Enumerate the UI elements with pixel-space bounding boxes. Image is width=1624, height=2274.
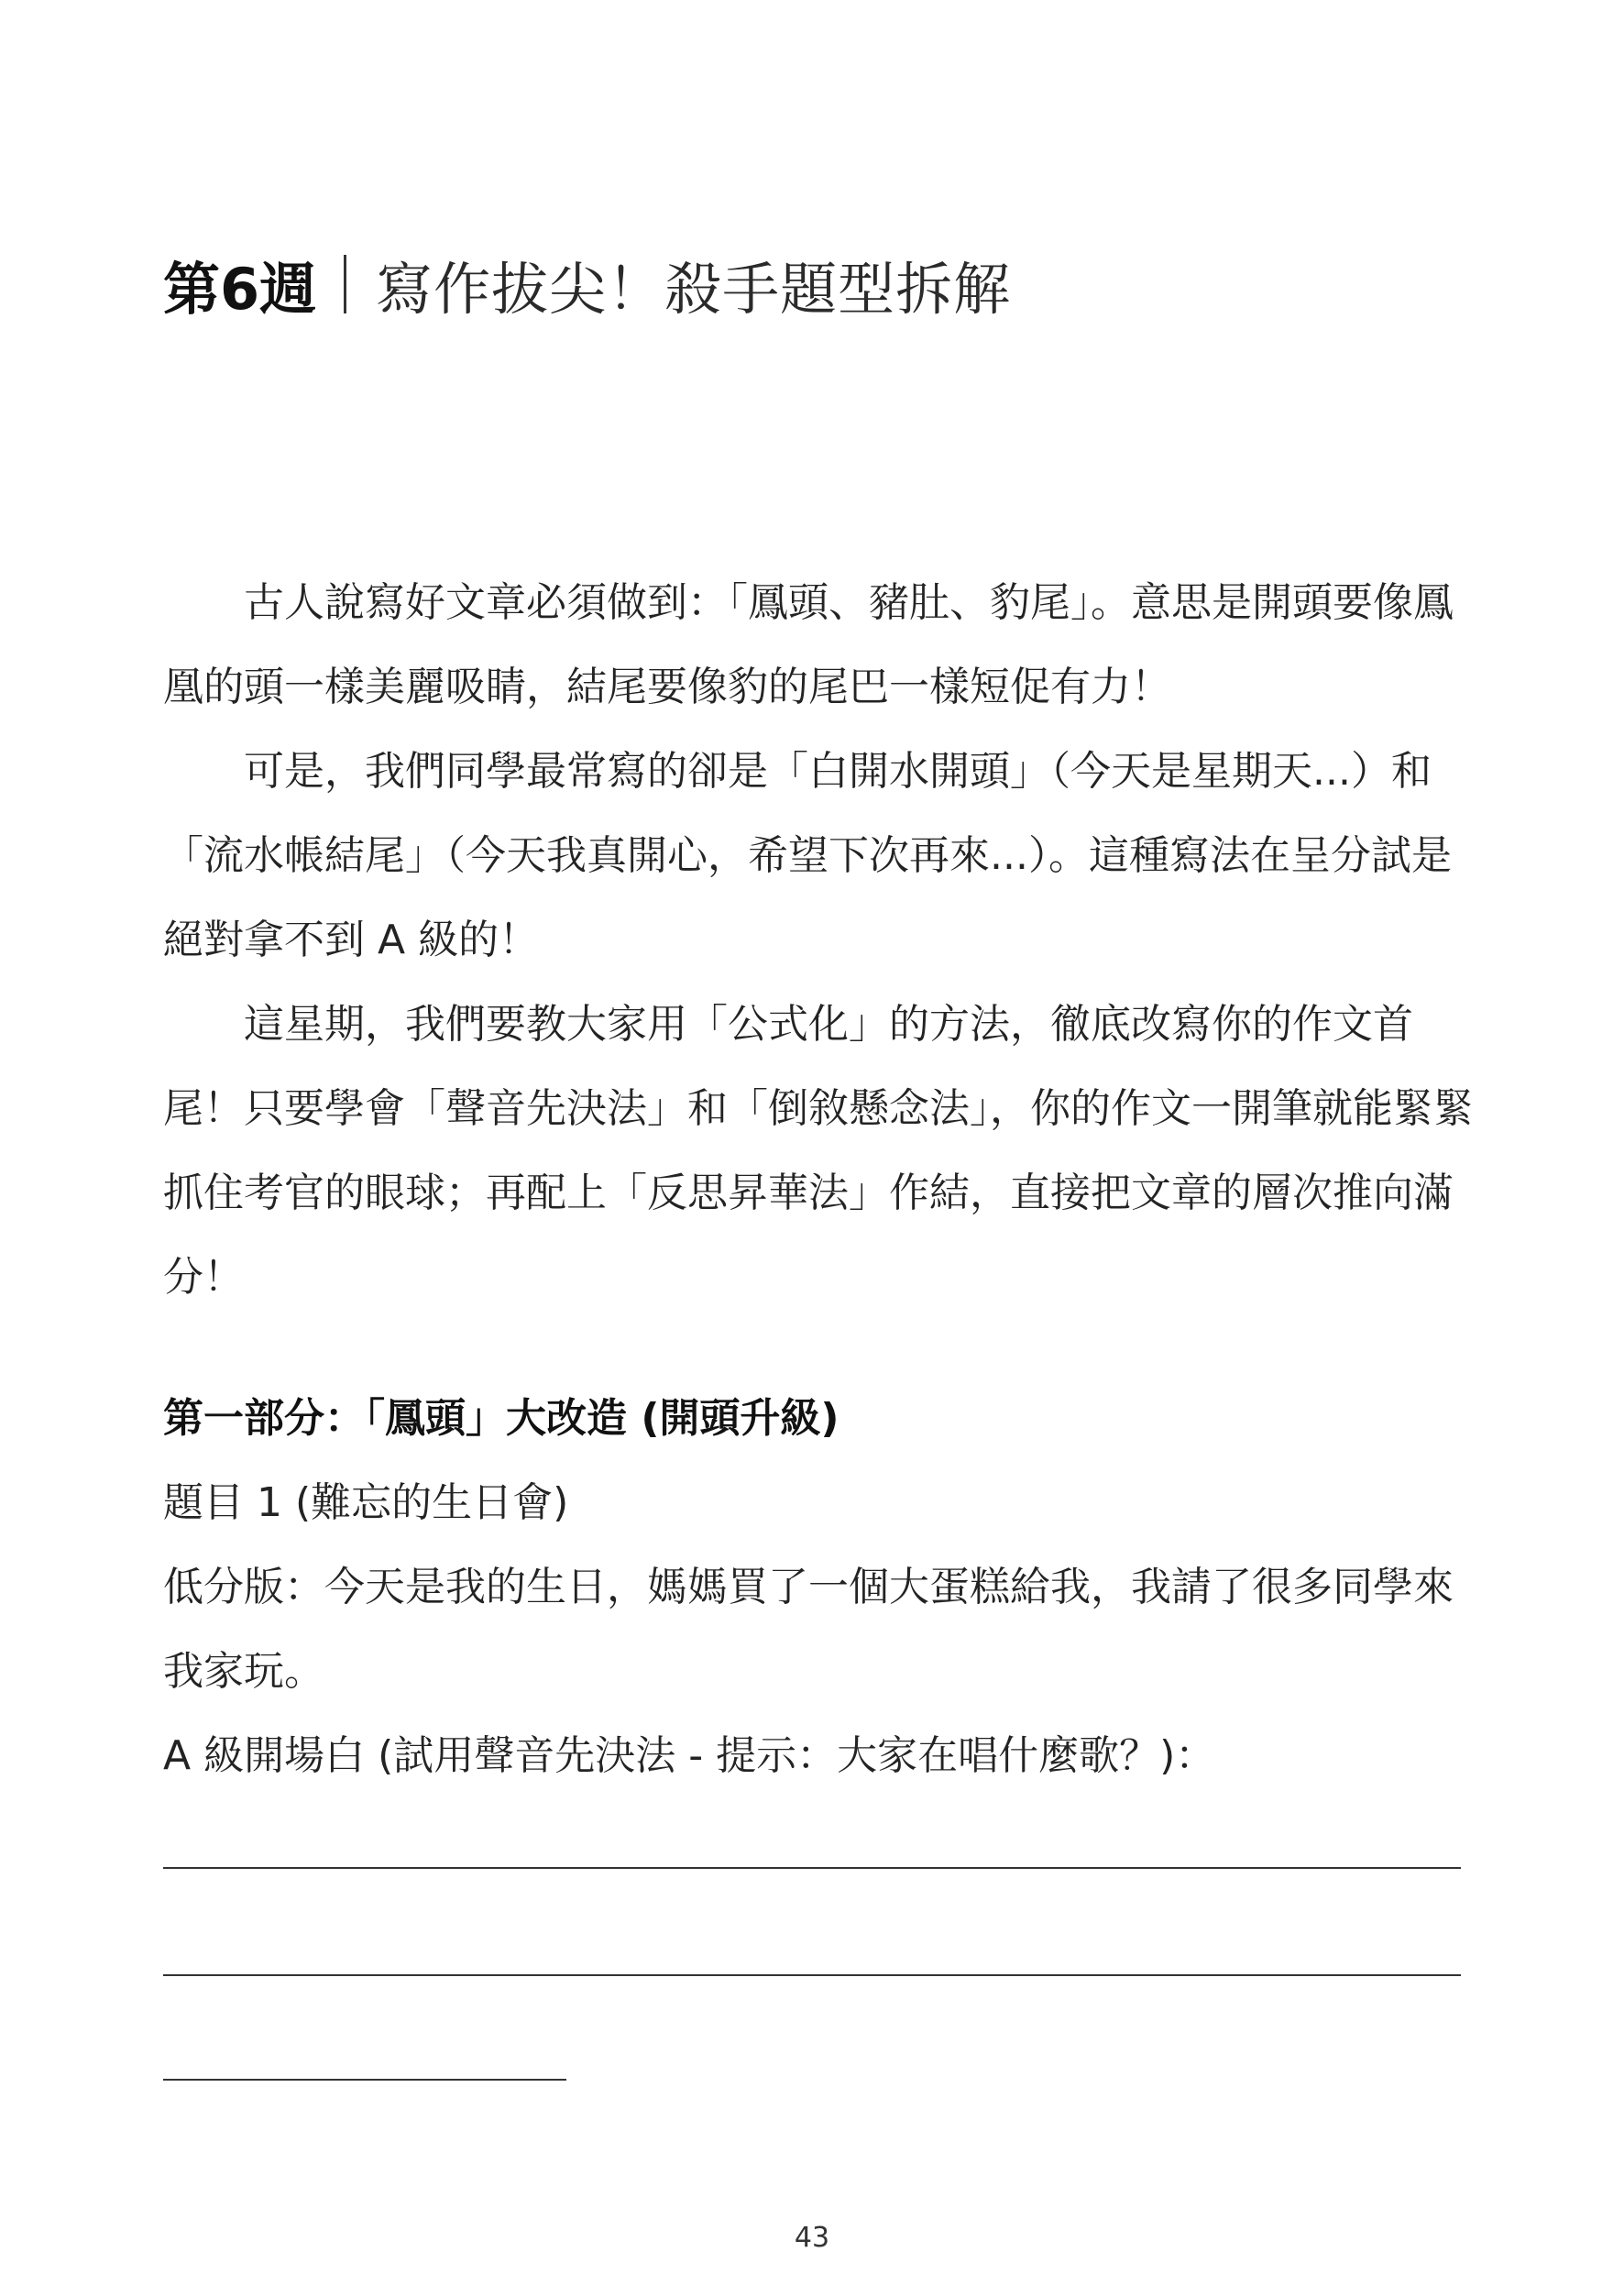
intro-paragraph: 這星期，我們要教大家用「公式化」的方法，徹底改寫你的作文首尾！只要學會「聲音先決法」和「倒敘懸念法」，你的作文一開筆就能緊緊抓住考官的眼球；再配上「反思昇華法」作結，直接把文章的層次推向滿分！ bbox=[163, 1001, 1474, 1301]
footnote-rule bbox=[163, 2079, 566, 2081]
a-grade-prompt: A 級開場白 (試用聲音先決法 - 提示：大家在唱什麼歌？)： bbox=[163, 1732, 1216, 1779]
page-title bbox=[163, 240, 1011, 328]
title-text: 寫作拔尖！殺手題型拆解 bbox=[376, 255, 1012, 323]
answer-line[interactable] bbox=[163, 1974, 1461, 1976]
intro-text bbox=[163, 561, 1483, 1320]
title-divider bbox=[344, 255, 346, 313]
exercise-block bbox=[163, 1461, 1483, 1798]
section-heading: 第一部分：「鳳頭」大改造 (開頭升級) bbox=[163, 1395, 839, 1442]
question-title: 題目 1 (難忘的生日會) bbox=[163, 1479, 569, 1526]
low-score-version: 低分版：今天是我的生日，媽媽買了一個大蛋糕給我，我請了很多同學來我家玩。 bbox=[163, 1564, 1454, 1695]
answer-line[interactable] bbox=[163, 1867, 1461, 1869]
page-number: 43 bbox=[794, 2222, 830, 2254]
week-label: 第6週 bbox=[163, 255, 317, 323]
intro-paragraph: 古人說寫好文章必須做到：「鳳頭、豬肚、豹尾」。意思是開頭要像鳳凰的頭一樣美麗吸睛，結尾要像豹的尾巴一樣短促有力！ bbox=[163, 579, 1454, 710]
intro-paragraph: 可是，我們同學最常寫的卻是「白開水開頭」（今天是星期天...）和「流水帳結尾」（今天我真開心，希望下次再來...）。這種寫法在呈分試是絕對拿不到 A 級的！ bbox=[163, 748, 1452, 963]
